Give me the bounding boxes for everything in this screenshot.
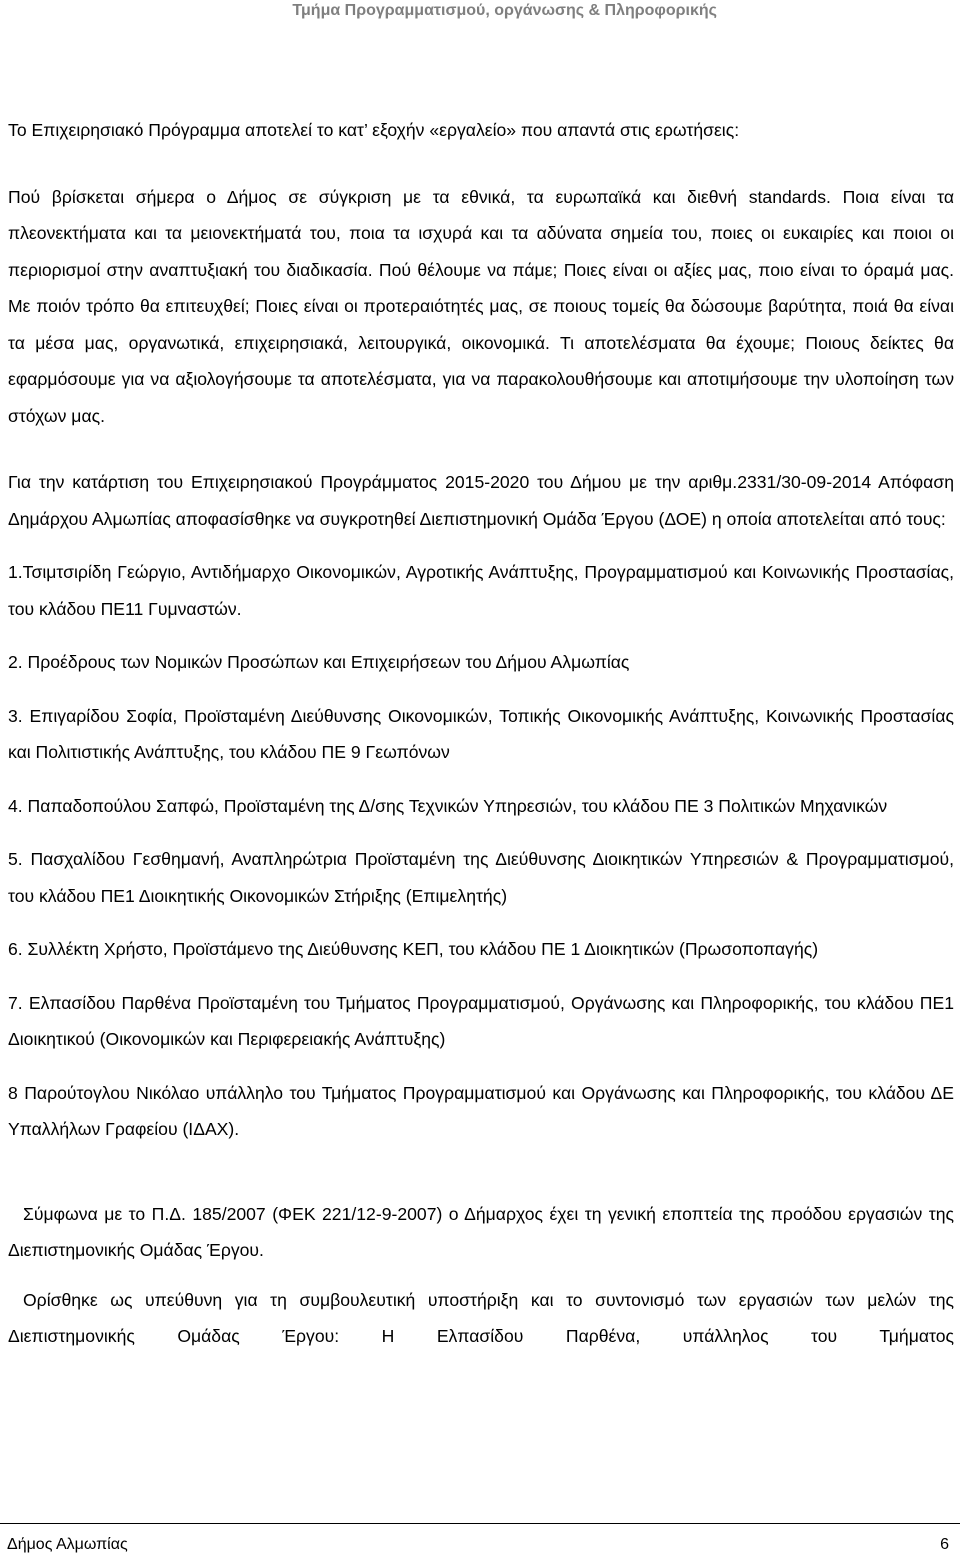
footer-divider bbox=[0, 1523, 960, 1524]
member-3: 3. Επιγαρίδου Σοφία, Προϊσταμένη Διεύθυνσης Οικονομικών, Τοπικής Οικονομικής Ανάπτυξης, Κοινωνικής Προστασίας και Πολιτιστικής Ανάπτυξης, του κλάδου ΠΕ 9 Γεωπόνων bbox=[8, 705, 954, 762]
according-paragraph: Σύμφωνα με το Π.Δ. 185/2007 (ΦΕΚ 221/12-9-2007) ο Δήμαρχος έχει τη γενική εποπτεία της προόδου εργασιών της Διεπιστημονικής Ομάδας Έργου. bbox=[8, 1203, 954, 1260]
footer-municipality: Δήμος Αλμωπίας bbox=[7, 1536, 128, 1553]
intro-paragraph: Το Επιχειρησιακό Πρόγραμμα αποτελεί το κατ’ εξοχήν «εργαλείο» που απαντά στις ερωτήσεις: bbox=[8, 120, 740, 140]
member-7: 7. Ελπασίδου Παρθένα Προϊσταμένη του Τμήματος Προγραμματισμού, Οργάνωσης και Πληροφορικής, του κλάδου ΠΕ1 Διοικητικού (Οικονομικών και Περιφερειακής Ανάπτυξης) bbox=[8, 992, 954, 1049]
page-header: Τμήμα Προγραμματισμού, οργάνωσης & Πληροφορικής bbox=[292, 2, 717, 19]
member-1: 1.Τσιμτσιρίδη Γεώργιο, Αντιδήμαρχο Οικονομικών, Αγροτικής Ανάπτυξης, Προγραμματισμού και Κοινωνικής Προστασίας, του κλάδου ΠΕ11 Γυμναστών. bbox=[8, 562, 954, 619]
document-body bbox=[8, 112, 954, 1355]
assigned-paragraph: Ορίσθηκε ως υπεύθυνη για τη συμβουλευτική υποστήριξη και το συντονισμό των εργασιών των μελών της Διεπιστημονικής Ομάδας Έργου: Η Ελπασίδου Παρθένα, υπάλληλος του Τμήματος bbox=[8, 1289, 954, 1346]
member-5: 5. Πασχαλίδου Γεσθημανή, Αναπληρώτρια Προϊσταμένη της Διεύθυνσης Διοικητικών Υπηρεσιών & Προγραμματισμού, του κλάδου ΠΕ1 Διοικητικής Οικονομικών Στήριξης (Επιμελητής) bbox=[8, 849, 954, 906]
member-4: 4. Παπαδοπούλου Σαπφώ, Προϊσταμένη της Δ/σης Τεχνικών Υπηρεσιών, του κλάδου ΠΕ 3 Πολιτικών Μηχανικών bbox=[8, 795, 888, 816]
questions-paragraph: Πού βρίσκεται σήμερα ο Δήμος σε σύγκριση με τα εθνικά, τα ευρωπαϊκά και διεθνή standards. Ποια είναι τα πλεονεκτήματα και τα μειονεκτήματά του, ποια τα ισχυρά και τα αδύνατα σημεία του, ποιες οι ευκαιρίες και ποιοι οι περιορισμοί στην αναπτυξιακή του διαδικασία. Πού θέλουμε να πάμε; Ποιες είναι οι αξίες μας, ποιο είναι το όραμά μας. Με ποιόν τρόπο θα επιτευχθεί; Ποιες είναι οι προτεραιότητές μας, σε ποιους τομείς θα δώσουμε βαρύτητα, ποιά θα είναι τα μέσα μας, οργανωτικά, επιχειρησιακά, λειτουργικά, οικονομικά. Τι αποτελέσματα θα έχουμε; Ποιους δείκτες θα εφαρμόσουμε για να αξιολογήσουμε τα αποτελέσματα, για να παρακολουθήσουμε και αποτιμήσουμε την υλοποίηση των στόχων μας. bbox=[8, 186, 954, 426]
page-number: 6 bbox=[940, 1536, 949, 1553]
decision-paragraph: Για την κατάρτιση του Επιχειρησιακού Προγράμματος 2015-2020 του Δήμου με την αριθμ.2331/30-09-2014 Απόφαση Δημάρχου Αλμωπίας αποφασίσθηκε να συγκροτηθεί Διεπιστημονική Ομάδα Έργου (ΔΟΕ) η οποία αποτελείται από τους: bbox=[8, 472, 954, 529]
member-8: 8 Παρούτογλου Νικόλαο υπάλληλο του Τμήματος Προγραμματισμού και Οργάνωσης και Πληροφορικής, του κλάδου ΔΕ Υπαλλήλων Γραφείου (ΙΔΑΧ). bbox=[8, 1082, 954, 1139]
member-2: 2. Προέδρους των Νομικών Προσώπων και Επιχειρήσεων του Δήμου Αλμωπίας bbox=[8, 652, 630, 672]
member-6: 6. Συλλέκτη Χρήστο, Προϊστάμενο της Διεύθυνσης ΚΕΠ, του κλάδου ΠΕ 1 Διοικητικών (Πρωσοποπαγής) bbox=[8, 939, 819, 959]
